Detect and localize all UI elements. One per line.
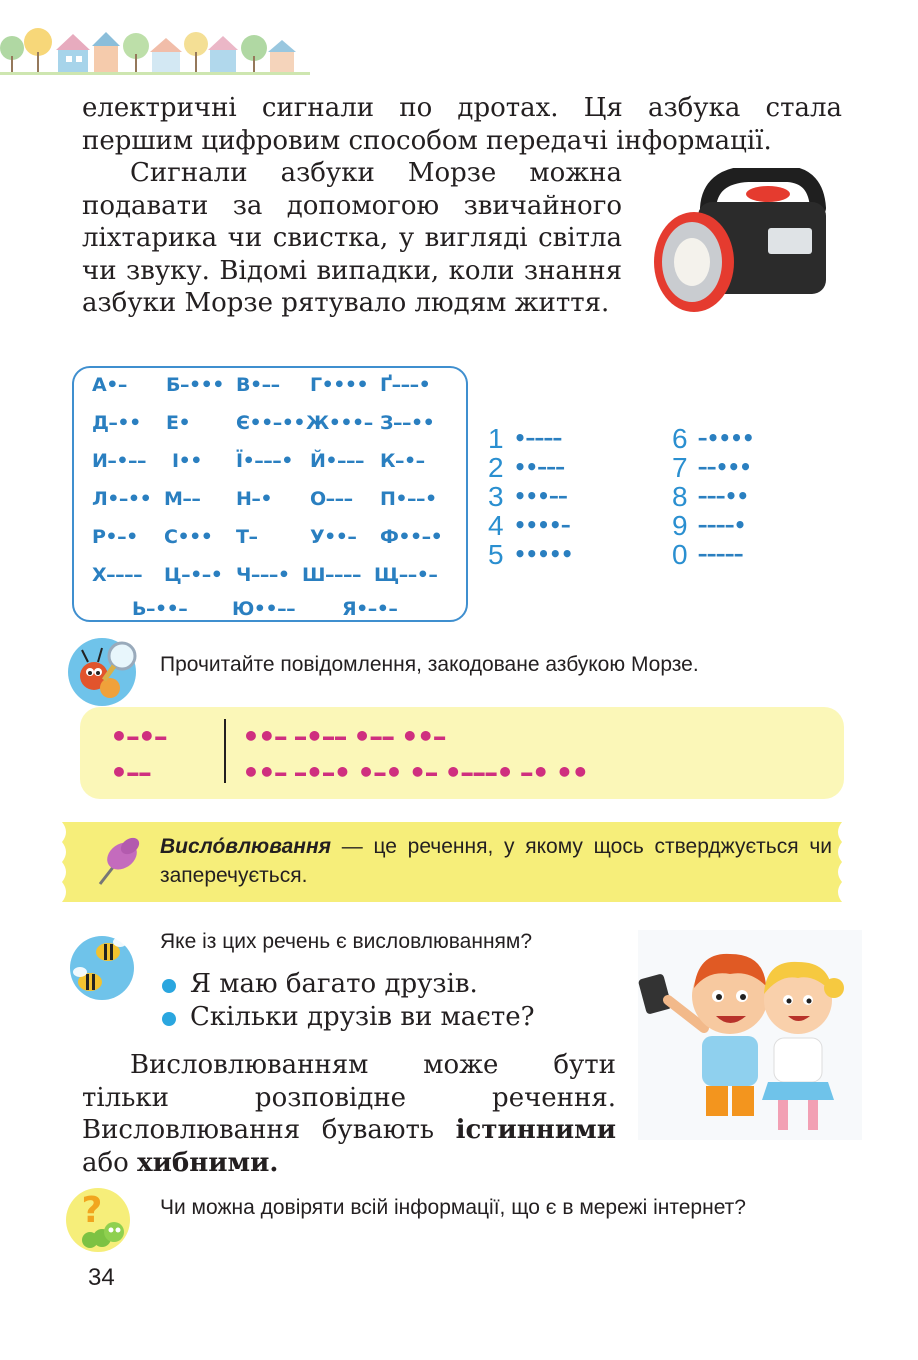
morse-letter: Р•–• <box>92 526 138 548</box>
morse-letter: Ч–––• <box>236 564 290 586</box>
message-row2-right: ••– –•–• •–• •– •–––• –• •• <box>242 756 588 789</box>
list-item: Я маю багато друзів. <box>162 968 535 1001</box>
morse-letter: Б–••• <box>166 374 224 396</box>
header-decoration <box>0 20 310 78</box>
bees-icon <box>64 930 140 1002</box>
message-divider <box>224 719 226 783</box>
definition-text: Висло́влювання — це речення, у якому щось стверджується чи заперечується. <box>160 835 832 887</box>
list-item: Скільки друзів ви маєте? <box>162 1001 535 1034</box>
task-which-statement: Яке із цих речень є висловлюванням? <box>160 930 533 953</box>
morse-digit: 3 •••–– <box>488 481 567 512</box>
ant-magnifier-icon <box>64 632 140 708</box>
morse-letter: Д–•• <box>92 412 141 434</box>
morse-letter: О––– <box>310 488 353 510</box>
morse-letter: Ю••–– <box>232 598 296 620</box>
bullet-dot <box>162 979 176 993</box>
pushpin-icon <box>90 834 142 890</box>
morse-letter: В•–– <box>236 374 280 396</box>
message-row1-right: ••– –•–– •–– ••– <box>242 720 445 753</box>
morse-letter: Ц–•–• <box>164 564 223 586</box>
morse-letter: Ь–••– <box>132 598 188 620</box>
morse-letter: Щ––•– <box>374 564 438 586</box>
bold-true: істинними <box>455 1115 616 1145</box>
morse-letter: Ґ–––• <box>380 374 431 396</box>
definition-term: Висло́влювання <box>160 835 332 858</box>
task-read-message: Прочитайте повідомлення, закодоване азбукою Морзе. <box>160 653 699 676</box>
morse-digit: 2 ••––– <box>488 452 565 483</box>
bold-false: хибними. <box>137 1147 279 1178</box>
morse-digit: 8 –––•• <box>672 481 749 512</box>
morse-letter: К–•– <box>380 450 425 472</box>
morse-letter: І•• <box>172 450 202 472</box>
morse-letter: И–•–– <box>92 450 147 472</box>
morse-digit: 1 •–––– <box>488 423 562 454</box>
paragraph-signals: Сигнали азбуки Морзе можна подавати за допомогою звичайного ліхтарика чи свистка, у вигляді світла чи звуку. Відомі випадки, коли знання азбуки Морзе рятувало людям життя. <box>82 158 622 318</box>
morse-letter: Т– <box>236 526 258 548</box>
paragraph-statements: Висловлюванням може бути тільки розповідне речення. Висловлювання бувають істинними або хибними. <box>82 1050 616 1178</box>
morse-digit: 9 ––––• <box>672 510 746 541</box>
flashlight-image <box>648 168 830 318</box>
morse-letter: Ш–––– <box>302 564 361 586</box>
morse-letter: Н–• <box>236 488 273 510</box>
page-number: 34 <box>88 1264 115 1291</box>
morse-letter: Х–––– <box>92 564 143 586</box>
morse-letter: Л•–•• <box>92 488 152 510</box>
morse-letter: П•––• <box>380 488 437 510</box>
statement-list <box>162 968 535 1034</box>
morse-alphabet-table <box>72 366 468 622</box>
morse-letter: Й•––– <box>310 450 365 472</box>
morse-letter: Е• <box>166 412 191 434</box>
morse-letter: Ж•••– <box>306 412 373 434</box>
question-caterpillar-icon <box>62 1184 136 1254</box>
morse-digit: 0 ––––– <box>672 539 743 570</box>
morse-digit: 4 ••••– <box>488 510 570 541</box>
morse-letter: М–– <box>164 488 201 510</box>
morse-letter: Г•••• <box>310 374 369 396</box>
kids-selfie-image <box>638 930 862 1140</box>
paragraph-intro: електричні сигнали по дротах. Ця азбука стала першим цифровим способом передачі інформації. <box>82 93 842 156</box>
morse-digits <box>488 424 858 574</box>
morse-digit: 7 ––••• <box>672 452 751 483</box>
message-row2-left: •–– <box>110 756 150 789</box>
message-row1-left: •–•– <box>110 720 166 753</box>
morse-letter: Ф••–• <box>380 526 443 548</box>
task-trust-internet: Чи можна довіряти всій інформації, що є в мережі інтернет? <box>160 1196 746 1219</box>
morse-letter: У••– <box>310 526 357 548</box>
morse-letter: Є••–•• <box>236 412 306 434</box>
morse-digit: 5 ••••• <box>488 539 573 570</box>
morse-letter: Я•–•– <box>342 598 398 620</box>
morse-message-box <box>80 707 844 799</box>
morse-letter: Ї•–––• <box>236 450 293 472</box>
bullet-dot <box>162 1012 176 1026</box>
svg-text:?: ? <box>81 1190 103 1231</box>
morse-letter: С••• <box>164 526 213 548</box>
morse-letter: З––•• <box>380 412 435 434</box>
morse-letter: А•– <box>92 374 127 396</box>
morse-digit: 6 –•••• <box>672 423 754 454</box>
